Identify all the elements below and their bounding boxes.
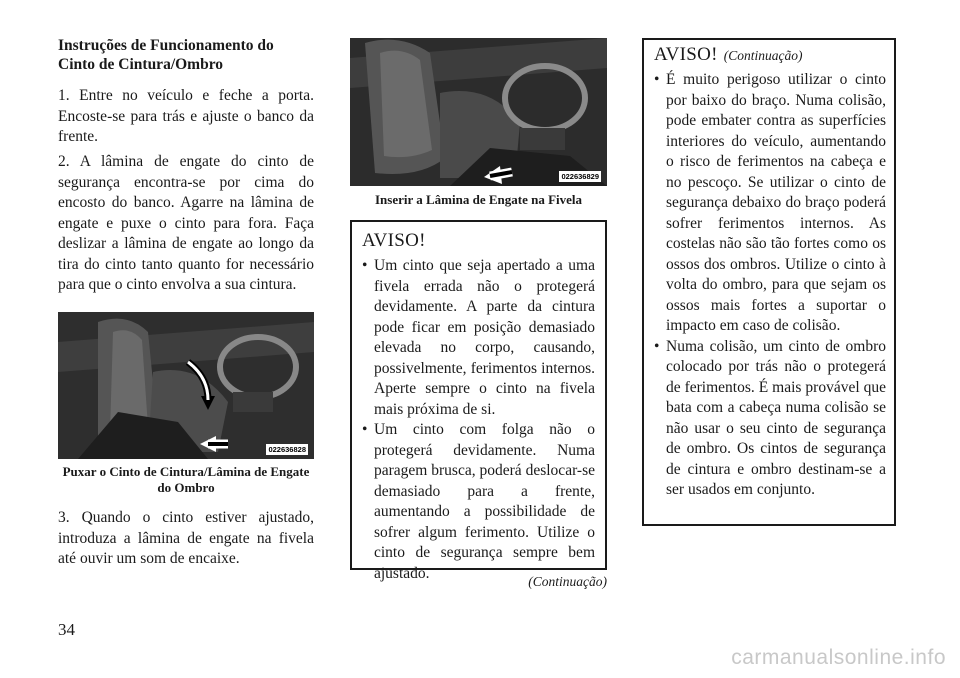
seat-belt-pull-photo — [58, 312, 314, 459]
warning-continued-label: (Continuação) — [723, 48, 803, 63]
step-1-text: 1. Entre no veículo e feche a porta. Encoste-se para trás e ajuste o banco da frente. — [58, 87, 314, 145]
photo-code: 022636828 — [268, 445, 306, 454]
warning-title: AVISO! — [362, 230, 426, 251]
step-3-text: 3. Quando o cinto estiver ajustado, introduza a lâmina de engate na fivela até ouvir um som de encaixe. — [58, 509, 314, 567]
warning-bullet: • Um cinto que seja apertado a uma fivela errada não o protegerá devidamente. A parte da cintura pode ficar em posição demasiado elevada no corpo, causando, possivelmente, ferimentos internos. Aperte sempre o cinto na fivela mais próxima de si. — [362, 256, 595, 420]
warning-list — [654, 70, 886, 501]
seat-belt-buckle-photo — [350, 38, 607, 186]
warning-bullet: • Numa colisão, um cinto de ombro colocado por trás não o protegerá de ferimentos. É mais provável que bata com a cabeça numa colisão se não usar o seu cinto de segurança de ombro. Os cintos de segurança de cintura e ombro destinam-se a ser usados em conjunto. — [654, 337, 886, 501]
step-2-text: 2. A lâmina de engate do cinto de segurança encontra-se por cima do encosto do banco. Agarre na lâmina de engate e puxe o cinto para fora. Faça deslizar a lâmina de engate ao longo da tira do cinto tanto quanto for necessário para que o cinto envolva a sua cintura. — [58, 153, 314, 293]
watermark-text: carmanualsonline.info — [731, 646, 946, 669]
section-heading: Instruções de Funcionamento do Cinto de Cintura/Ombro — [58, 37, 274, 73]
photo-caption: Inserir a Lâmina de Engate na Fivela — [374, 192, 583, 207]
continued-label: (Continuação) — [528, 574, 607, 589]
photo-caption: Puxar o Cinto de Cintura/Lâmina de Engate do Ombro — [62, 464, 310, 495]
warning-list — [362, 256, 595, 584]
photo-code: 022636829 — [561, 172, 599, 181]
warning-bullet: • Um cinto com folga não o protegerá devidamente. Numa paragem brusca, poderá deslocar-se demasiado para a frente, aumentando a possibilidade de sofrer algum ferimento. Utilize o cinto de segurança sempre bem ajustado. — [362, 420, 595, 584]
warning-box-continued — [642, 38, 896, 526]
warning-bullet: • É muito perigoso utilizar o cinto por baixo do braço. Numa colisão, pode embater contra as superfícies interiores do veículo, aumentando o risco de ferimentos na cabeça e no pescoço. Se utilizar o cinto de segurança debaixo do braço poderá sofrer ferimentos internos. As costelas não são tão fortes como os ossos dos ombros. Utilize o cinto à volta do ombro, para que sejam os ossos mais fortes a suportar o impacto em caso de colisão. — [654, 70, 886, 337]
page-number: 34 — [58, 620, 75, 639]
warning-title: AVISO! (Continuação) — [654, 44, 803, 65]
